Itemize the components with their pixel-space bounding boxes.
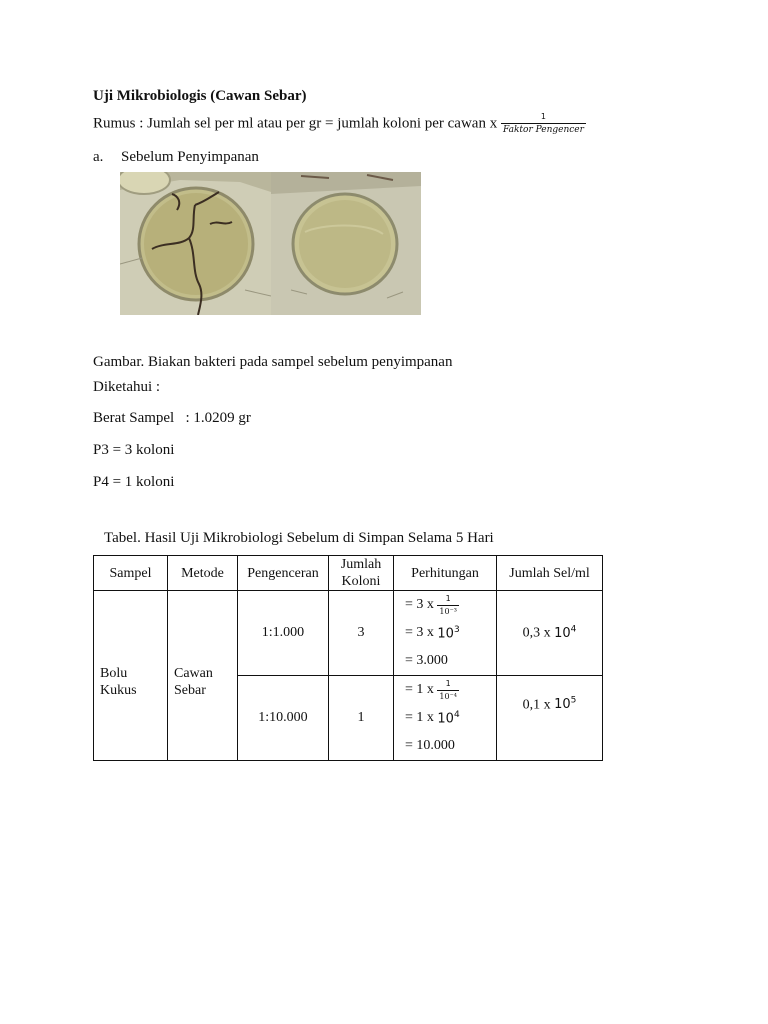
- header-jumlah-sel: Jumlah Sel/ml: [497, 556, 603, 591]
- cell-result: 0,3 x $10^4$: [497, 591, 603, 676]
- header-jumlah-koloni: Jumlah Koloni: [329, 556, 394, 591]
- formula-denominator: Faktor Pengencer: [502, 125, 584, 135]
- results-table: [93, 555, 603, 761]
- formula-line: [93, 113, 586, 135]
- cell-result: 0,1 x $10^5$: [497, 676, 603, 761]
- formula-numerator: 1: [540, 112, 546, 121]
- formula-fraction: [501, 113, 586, 135]
- cell-colonies: 3: [329, 591, 394, 676]
- cell-calculation: = 1 x $\frac{1}{\text{10⁻⁴}}$ = 1 x $10^4$ = 10.000: [394, 676, 497, 761]
- header-sampel: Sampel: [94, 556, 168, 591]
- cell-method: Cawan Sebar: [168, 591, 238, 761]
- section-marker: a.: [93, 149, 104, 165]
- table-row: [94, 591, 603, 676]
- header-metode: Metode: [168, 556, 238, 591]
- table-caption: Tabel. Hasil Uji Mikrobiologi Sebelum di Simpan Selama 5 Hari: [104, 530, 494, 546]
- petri-dish-photo-1: [120, 172, 271, 315]
- known-p3: P3 = 3 koloni: [93, 442, 175, 458]
- header-pengenceran: Pengenceran: [238, 556, 329, 591]
- cell-dilution: 1:10.000: [238, 676, 329, 761]
- heading: Uji Mikrobiologis (Cawan Sebar): [93, 88, 307, 104]
- header-perhitungan: Perhitungan: [394, 556, 497, 591]
- known-p4: P4 = 1 koloni: [93, 474, 175, 490]
- table-header-row: [94, 556, 603, 591]
- known-label: Diketahui :: [93, 379, 161, 395]
- petri-dish-photo-2: [271, 172, 421, 315]
- figure-caption: Gambar. Biakan bakteri pada sampel sebelum penyimpanan: [93, 354, 453, 370]
- cell-dilution: 1:1.000: [238, 591, 329, 676]
- cell-colonies: 1: [329, 676, 394, 761]
- known-berat: Berat Sampel : 1.0209 gr: [93, 410, 251, 426]
- cell-calculation: = 3 x $\frac{1}{\text{10⁻³}}$ = 3 x $10^3$ = 3.000: [394, 591, 497, 676]
- cell-sample: Bolu Kukus: [94, 591, 168, 761]
- section-title: Sebelum Penyimpanan: [121, 149, 259, 165]
- formula-text: Rumus : Jumlah sel per ml atau per gr = jumlah koloni per cawan x: [93, 115, 498, 132]
